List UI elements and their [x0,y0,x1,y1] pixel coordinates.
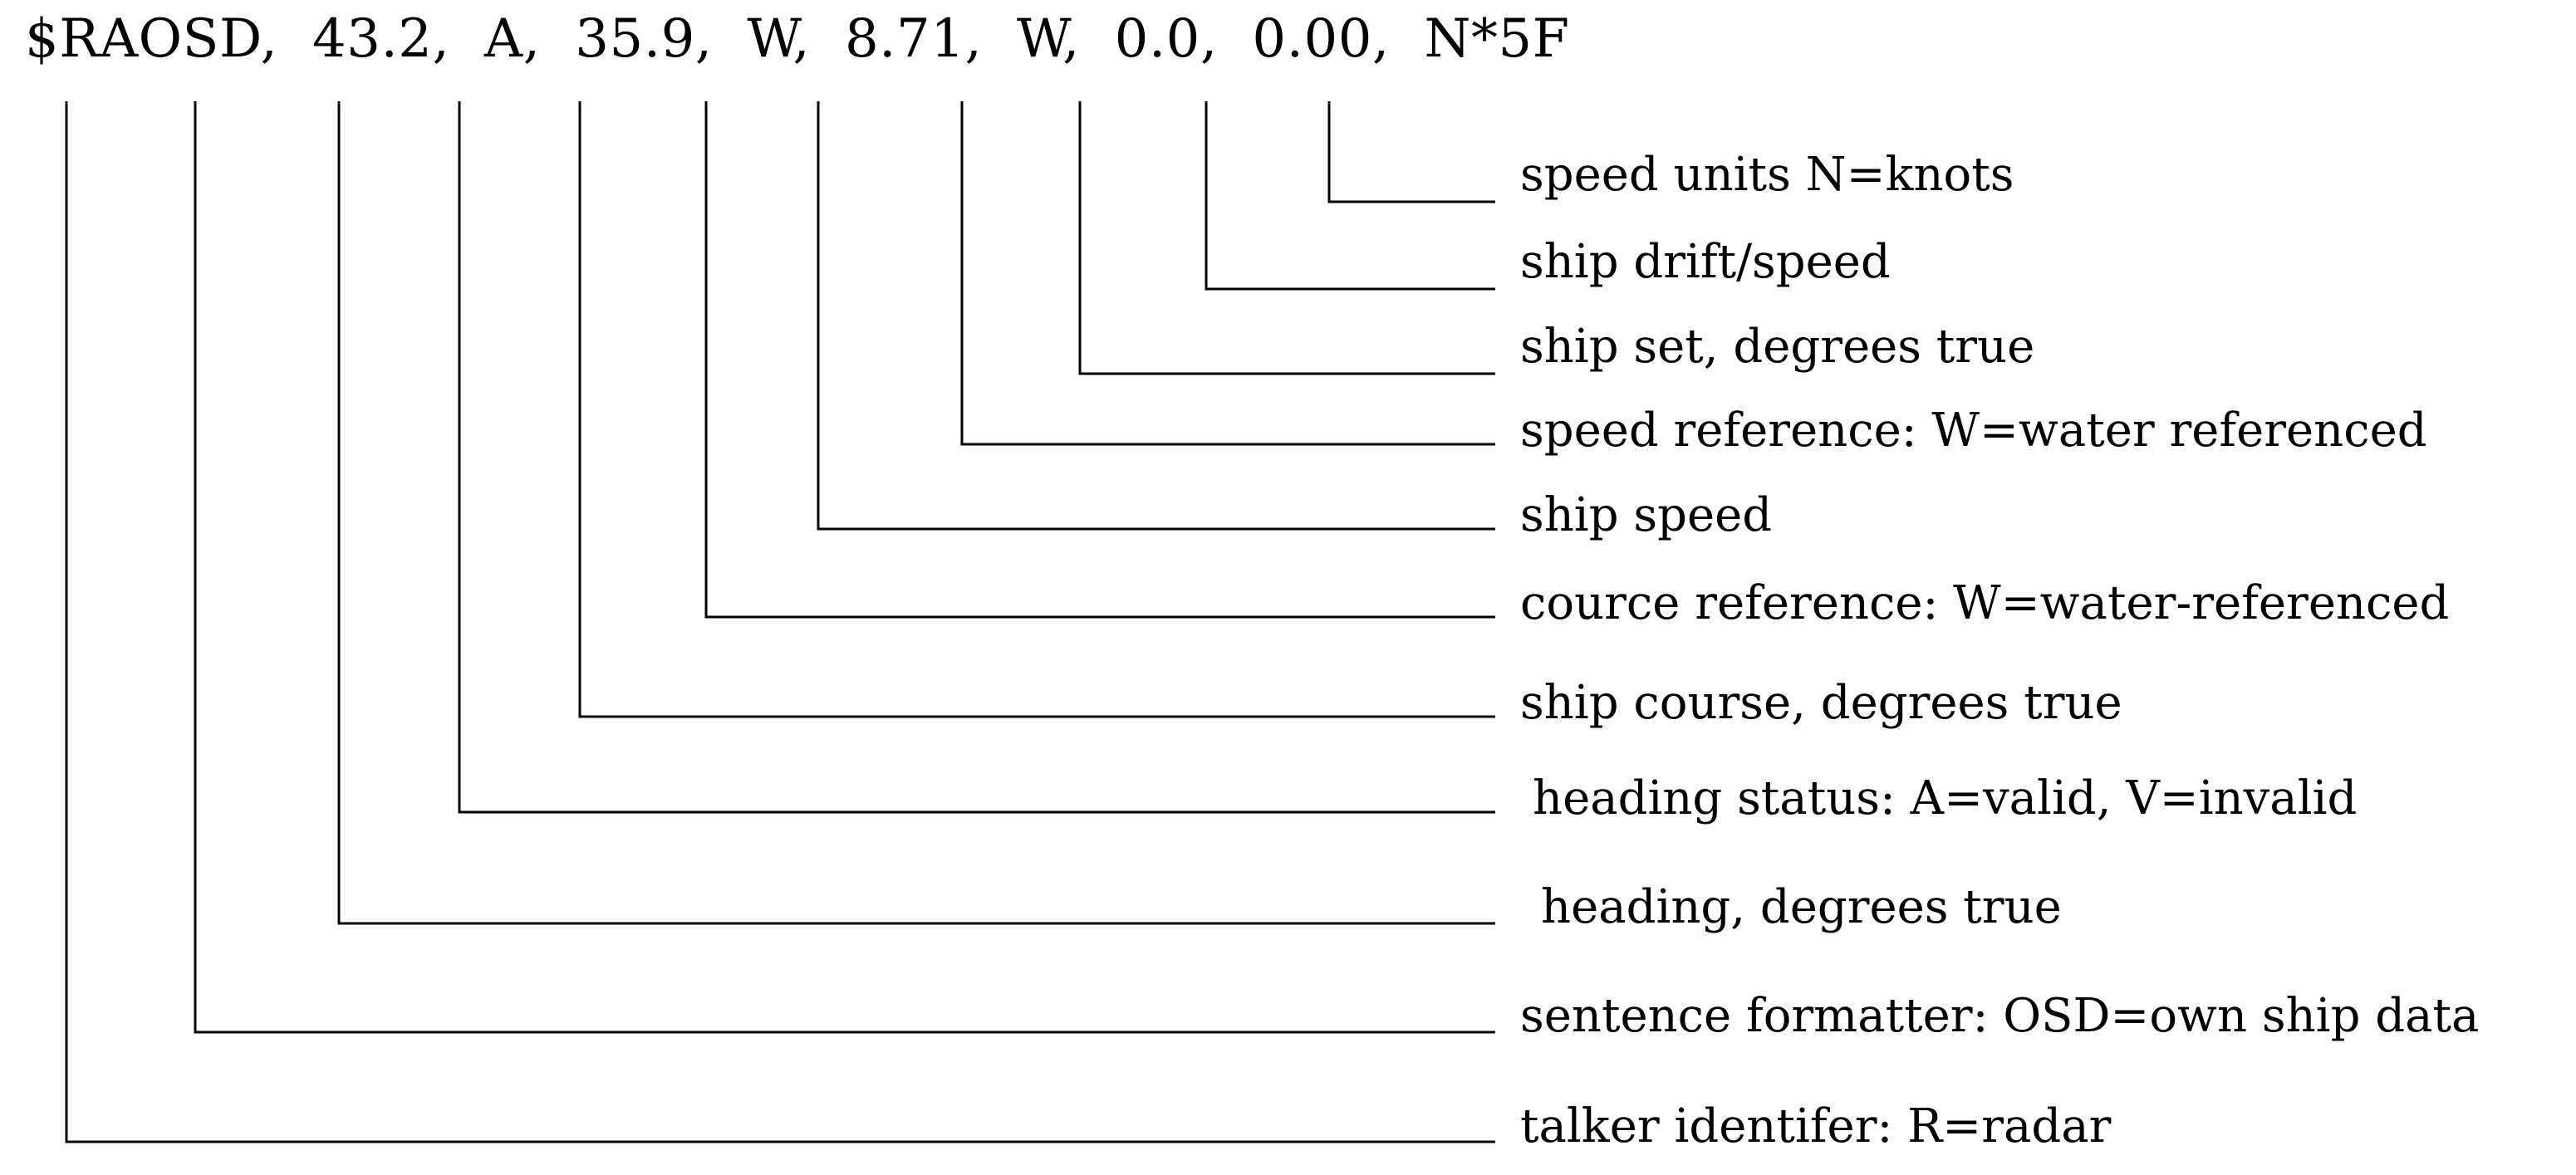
leader-line-heading [339,101,1495,923]
annotation-label-heading-status: heading status: A=valid, V=invalid [1533,771,2358,825]
annotation-label-ship-speed: ship speed [1520,488,1773,542]
annotation-label-ship-course: ship course, degrees true [1520,676,2122,730]
nmea-sentence-text: $RAOSD, 43.2, A, 35.9, W, 8.71, W, 0.0, 0.00, N*5F [25,8,1570,70]
leader-line-ship-drift-speed [1206,101,1495,289]
leader-line-sentence-formatter [195,101,1495,1032]
annotation-label-talker-identifier: talker identifer: R=radar [1520,1099,2112,1153]
leader-line-heading-status [459,101,1495,812]
annotation-label-speed-units: speed units N=knots [1520,148,2014,202]
leader-line-ship-speed [818,101,1495,529]
leader-line-course-reference [706,101,1495,617]
leader-line-speed-reference [962,101,1495,444]
leader-line-ship-course [580,101,1495,717]
leader-line-speed-units [1329,101,1495,202]
annotation-label-speed-reference: speed reference: W=water referenced [1520,404,2427,458]
annotation-label-heading: heading, degrees true [1541,880,2062,934]
leader-line-ship-set [1080,101,1495,374]
leader-line-talker-identifier [66,101,1495,1142]
annotation-label-ship-set: ship set, degrees true [1520,320,2035,374]
annotation-label-course-reference: cource reference: W=water-referenced [1520,576,2450,630]
annotation-label-ship-drift-speed: ship drift/speed [1520,235,1891,289]
annotation-label-sentence-formatter: sentence formatter: OSD=own ship data [1520,989,2480,1043]
